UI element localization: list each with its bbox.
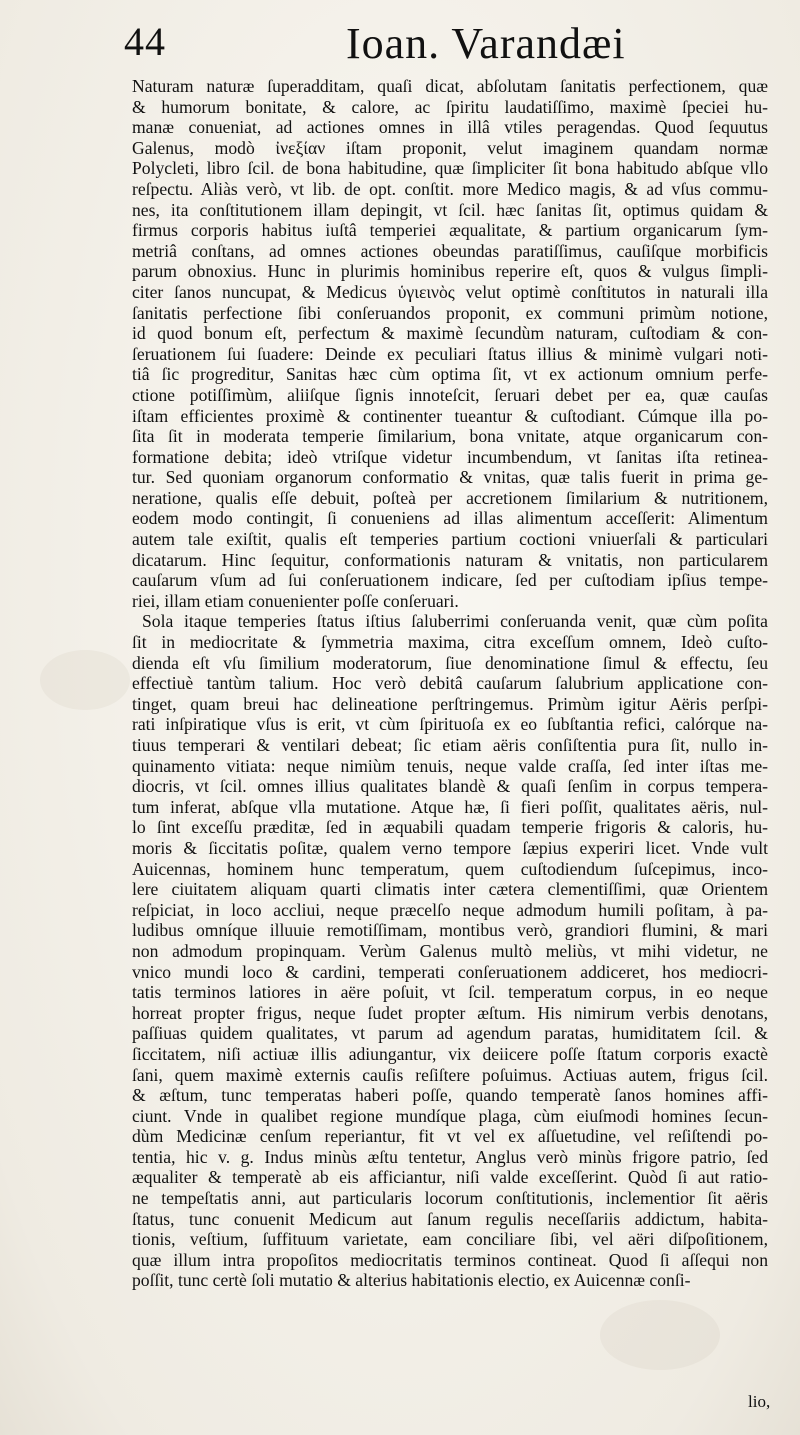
text-line: Auicennas, hominem hunc temperatum, quem cuſtodiendum ſuſcepimus, inco- xyxy=(132,858,768,879)
text-line: ſiccitatem, niſi actiuæ illis adiungantur, vix deiicere poſſe ſtatum corporis exactè xyxy=(132,1043,768,1064)
text-line: tentia, hic v. g. Indus minùs æſtu tentetur, Anglus verò minùs frigore patrio, ſed xyxy=(132,1146,768,1167)
text-line: tatis terminos latiores in aëre poſuit, vt ſcil. temperatum corpus, in eo neque xyxy=(132,982,768,1003)
page-number: 44 xyxy=(124,19,166,64)
text-line: reſpiciat, in loco accliui, neque præcelſo neque admodum humili poſitam, à pa- xyxy=(132,899,768,920)
text-line: tiâ ſic progreditur, Sanitas hæc cùm optima ſit, vt ex actionum omnium perfe- xyxy=(132,364,768,385)
text-line: dienda eſt vſu ſimilium moderatorum, ſiue denominatione ſimul & effectu, ſeu xyxy=(132,652,768,673)
text-line: ſani, quem maximè externis cauſis reſiſtere poſuimus. Actiuas autem, frigus ſcil. xyxy=(132,1064,768,1085)
text-line: non admodum propinquam. Verùm Galenus multò meliùs, vt mihi videtur, ne xyxy=(132,940,768,961)
text-line: diocris, vt ſcil. omnes illius qualitates blandè & quaſi ſenſim in corpus tempera- xyxy=(132,776,768,797)
text-line: vnico mundi loco & cardini, temperati conſeruationem addiceret, hos mediocri- xyxy=(132,961,768,982)
text-line: ctione potiſſimùm, aliiſque ſignis innoteſcit, ſeruari debet per ea, quæ cauſas xyxy=(132,384,768,405)
text-line: tum inferat, abſque vlla mutatione. Atque hæ, ſi fieri poſſit, qualitates aëris, nul- xyxy=(132,796,768,817)
text-line: effectiuè tantùm talium. Hoc verò debitâ cauſarum ſalubrium applicatione con- xyxy=(132,673,768,694)
text-line: ſtatus, tunc conuenit Medicum aut ſanum regulis neceſſariis addictum, habita- xyxy=(132,1208,768,1229)
text-line: ludibus omníque illuuie remotiſſimam, montibus verò, grandiori flumini, & mari xyxy=(132,920,768,941)
text-line: firmus corporis habitus iuſtâ temperiei æqualitate, & partium organicarum ſym- xyxy=(132,220,768,241)
paper-stain xyxy=(600,1300,720,1370)
text-line: metriâ conſtans, ad omnes actiones obeundas paratiſſimus, cauſiſque morbificis xyxy=(132,240,768,261)
text-line: eodem modo contingit, ſi conueniens ad illas alimentum acceſſerit: Alimentum xyxy=(132,508,768,529)
text-line: æqualiter & temperatè ab eis afficiantur, niſi valde exceſſerint. Quòd ſi aut ratio- xyxy=(132,1167,768,1188)
text-line: manæ conueniat, ad actiones omnes in illâ vtiles peragendas. Quod ſequutus xyxy=(132,117,768,138)
paper-stain xyxy=(40,650,130,710)
running-head: Ioan. Varandæi xyxy=(346,19,626,68)
text-line: paſſiuas quidem qualitates, vt parum ad agendum paratas, humiditatem ſcil. & xyxy=(132,1023,768,1044)
text-line: tionis, veſtium, ſuffituum varietate, eam conciliare ſibi, vel aëri diſpoſitionem, xyxy=(132,1229,768,1250)
text-line: tinget, quam breui hac delineatione perſtringemus. Primùm igitur Aëris perſpi- xyxy=(132,693,768,714)
text-line: nes, ita conſtitutionem illam depingit, vt ſcil. hæc ſanitas ſit, optimus quidam & xyxy=(132,199,768,220)
text-line: & humorum bonitate, & calore, ac ſpiritu laudatiſſimo, maximè ſpeciei hu- xyxy=(132,96,768,117)
text-line: parum obnoxius. Hunc in plurimis hominibus reperire eſt, quos & vulgus ſimpli- xyxy=(132,261,768,282)
text-line: lo ſint exceſſu præditæ, ſed in æquabili quadam temperie frigoris & caloris, hu- xyxy=(132,817,768,838)
text-line: quæ illum intra propoſitos mediocritatis terminos contineat. Quod ſi aſſequi non xyxy=(132,1249,768,1270)
text-line: formatione debita; ideò vtriſque videtur incumbendum, vt ſanitas iſta retinea- xyxy=(132,446,768,467)
text-line: quinamento vitiata: neque nimiùm tenuis, neque valde craſſa, ſed inter iſtas me- xyxy=(132,755,768,776)
text-line: id quod bonum eſt, perfectum & maximè ſecundùm naturam, cuſtodiam & con- xyxy=(132,323,768,344)
text-line: Naturam naturæ ſuperadditam, quaſi dicat, abſolutam ſanitatis perfectionem, quæ xyxy=(132,76,768,96)
text-line: dùm Medicinæ cenſum reperiantur, fit vt vel ex aſſuetudine, vel reſiſtendi po- xyxy=(132,1126,768,1147)
text-line: tur. Sed quoniam organorum conformatio & vnitas, quæ talis fuerit in prima ge- xyxy=(132,467,768,488)
text-line: Sola itaque temperies ſtatus iſtius ſaluberrimi conſeruanda venit, quæ cùm poſita xyxy=(142,611,768,632)
text-line: tiuus temperari & ventilari debeat; ſic etiam aëris conſiſtentia pura ſit, nullo in- xyxy=(132,735,768,755)
text-line: ſita ſit in moderata temperie ſimilarium, bona vnitate, atque organicarum con- xyxy=(132,426,768,447)
text-line: Polycleti, libro ſcil. de bona habitudine, quæ ſimpliciter ſit bona habitudo abſque vllo xyxy=(132,158,768,179)
text-line: poſſit, tunc certè ſoli mutatio & alterius habitationis electio, ex Auicennæ conſi- xyxy=(132,1270,691,1291)
text-line: neratione, qualis eſſe debuit, poſteà per accretionem ſimilarium & nutritionem, xyxy=(132,487,768,508)
text-line: reſpectu. Aliàs verò, vt lib. de opt. conſtit. more Medico magis, & ad vſus commu- xyxy=(132,178,768,199)
text-line: ciunt. Vnde in qualibet regione mundíque plaga, cùm eiuſmodi homines ſecun- xyxy=(132,1105,768,1126)
catchword: lio, xyxy=(748,1392,771,1411)
text-line: ne tempeſtatis anni, aut particularis locorum conſtitutionis, inclementior ſit aëris xyxy=(132,1188,768,1209)
body-text xyxy=(132,76,768,1291)
text-line: horreat propter frigus, neque ſudet propter æſtum. His nimirum verbis denotans, xyxy=(132,1002,768,1023)
text-line: rati inſpiratique vſus is erit, vt cùm ſpirituoſa ex eo ſubſtantia refici, calórque na- xyxy=(132,714,768,735)
text-line: dicatarum. Hinc ſequitur, conformationis naturam & vnitatis, non particularem xyxy=(132,549,768,570)
text-line: & æſtum, tunc temperatas haberi poſſe, quando temperatè ſanos homines affi- xyxy=(132,1085,768,1106)
text-line: iſtam efficientes proximè & continenter tueantur & cuſtodiant. Cúmque illa po- xyxy=(132,405,768,426)
page-header xyxy=(118,18,782,74)
text-line: lere ciuitatem aliquam quarti climatis inter cætera clementiſſimi, quæ Orientem xyxy=(132,879,768,900)
text-line: ſit in mediocritate & ſymmetria maxima, citra exceſſum omnem, Ideò cuſto- xyxy=(132,632,768,653)
text-line: ſanitatis perfectione ſibi conſeruandos proponit, ex communi primùm notione, xyxy=(132,302,768,323)
text-line: riei, illam etiam conuenienter poſſe conſeruari. xyxy=(132,590,459,611)
text-line: cauſarum vſum ad ſui conſeruationem indicare, ſed per cuſtodiam ipſius tempe- xyxy=(132,570,768,591)
text-line: citer ſanos nuncupat, & Medicus ὑγιεινὸς velut optimè conſtitutos in naturali illa xyxy=(132,281,768,302)
text-line: moris & ſiccitatis poſitæ, qualem verno tempore ſæpius experiri licet. Vnde vult xyxy=(132,837,768,858)
text-line: Galenus, modò ἰνεξίαν iſtam proponit, velut imaginem quandam normæ xyxy=(132,137,768,158)
text-line: autem tale exiſtit, qualis eſt temperies partium coctioni vniuerſali & particulari xyxy=(132,529,768,550)
text-line: ſeruationem ſui ſuadere: Deinde ex peculiari ſtatus illius & minimè vulgari noti- xyxy=(132,343,768,364)
